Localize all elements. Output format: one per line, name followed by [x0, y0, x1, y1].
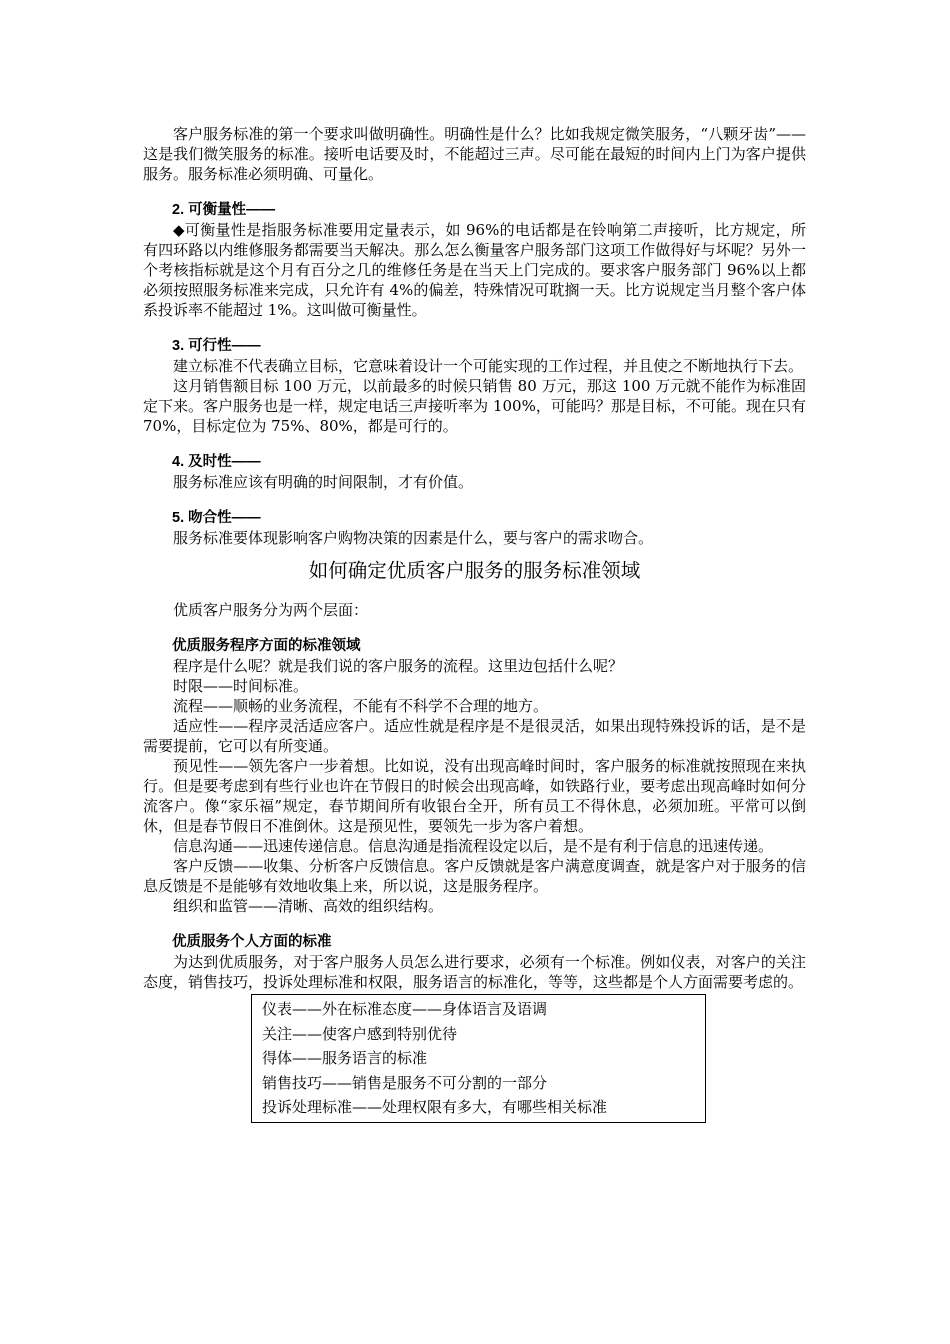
paragraph-clarity: 客户服务标准的第一个要求叫做明确性。明确性是什么？比如我规定微笑服务，“八颗牙齿”——这是我们微笑服务的标准。接听电话要及时，不能超过三声。尽可能在最短的时间内上门为客户提供服务。服务标准必须明确、可量化。: [143, 125, 806, 183]
paragraph-two-levels: 优质客户服务分为两个层面：: [173, 601, 369, 619]
paragraph-consistency: 服务标准要体现影响客户购物决策的因素是什么，要与客户的需求吻合。: [173, 529, 654, 547]
heading-consistency: 5. 吻合性——: [172, 510, 261, 526]
paragraph-timeliness: 服务标准应该有明确的时间限制，才有价值。: [173, 473, 474, 491]
box-item: 仪表——外在标准态度——身体语言及语调: [262, 1000, 548, 1018]
personal-standards-box: [251, 994, 706, 1123]
paragraph-process-3: 适应性——程序灵活适应客户。适应性就是程序是不是很灵活，如果出现特殊投诉的话，是不是需要提前，它可以有所变通。: [143, 717, 806, 755]
paragraph-process-1: 时限——时间标准。: [173, 677, 309, 695]
box-item: 关注——使客户感到特别优待: [262, 1024, 458, 1043]
paragraph-process-4: 预见性——领先客户一步着想。比如说，没有出现高峰时间时，客户服务的标准就按照现在来执行。但是要考虑到有些行业也许在节假日的时候会出现高峰，如铁路行业，要考虑出现高峰时如何分流客户。像“家乐福”规定，春节期间所有收银台全开，所有员工不得休息，必须加班。平常可以倒休，但是春节假日不准倒休。这是预见性，要领先一步为客户着想。: [143, 757, 806, 835]
paragraph-feasibility-2: 这月销售额目标 100 万元，以前最多的时候只销售 80 万元，那这 100 万元就不能作为标准固定下来。客户服务也是一样，规定电话三声接听率为 100%，可能吗？那是目标，不可能。现在只有 70%，目标定位为 75%、80%，都是可行的。: [143, 377, 806, 435]
heading-feasibility: 3. 可行性——: [172, 338, 261, 354]
paragraph-measurability: ◆可衡量性是指服务标准要用定量表示，如 96%的电话都是在铃响第二声接听，比方规定，所有四环路以内维修服务都需要当天解决。那么怎么衡量客户服务部门这项工作做得好与坏呢？另外一个考核指标就是这个月有百分之几的维修任务是在当天上门完成的。要求客户服务部门 96%以上都必须按照服务标准来完成，只允许有 4%的偏差，特殊情况可耽搁一天。比方说规定当月整个客户体系投诉率不能超过 1%。这叫做可衡量性。: [143, 221, 806, 319]
document-body: [143, 124, 806, 1123]
heading-personal-standards: 优质服务个人方面的标准: [172, 934, 332, 950]
paragraph-process-7: 组织和监管——清晰、高效的组织结构。: [173, 897, 444, 915]
paragraph-process-2: 流程——顺畅的业务流程，不能有不科学不合理的地方。: [173, 697, 549, 715]
paragraph-feasibility-1: 建立标准不代表确立目标，它意味着设计一个可能实现的工作过程，并且使之不断地执行下去。: [173, 357, 804, 375]
paragraph-personal: 为达到优质服务，对于客户服务人员怎么进行要求，必须有一个标准。例如仪表，对客户的关注态度，销售技巧，投诉处理标准和权限，服务语言的标准化，等等，这些都是个人方面需要考虑的。: [143, 953, 806, 991]
box-item: 得体——服务语言的标准: [262, 1049, 428, 1067]
paragraph-process-0: 程序是什么呢？就是我们说的客户服务的流程。这里边包括什么呢？: [173, 657, 624, 675]
heading-timeliness: 4. 及时性——: [172, 454, 261, 470]
paragraph-process-5: 信息沟通——迅速传递信息。信息沟通是指流程设定以后，是不是有利于信息的迅速传递。: [173, 837, 774, 855]
heading-measurability: 2. 可衡量性——: [172, 202, 276, 218]
section-title: 如何确定优质客户服务的服务标准领域: [308, 560, 641, 582]
box-item: 销售技巧——销售是服务不可分割的一部分: [262, 1073, 548, 1092]
box-item: 投诉处理标准——处理权限有多大，有哪些相关标准: [262, 1098, 608, 1116]
heading-process-standards: 优质服务程序方面的标准领域: [172, 638, 361, 654]
paragraph-process-6: 客户反馈——收集、分析客户反馈信息。客户反馈就是客户满意度调查，就是客户对于服务的信息反馈是不是能够有效地收集上来，所以说，这是服务程序。: [143, 857, 806, 895]
